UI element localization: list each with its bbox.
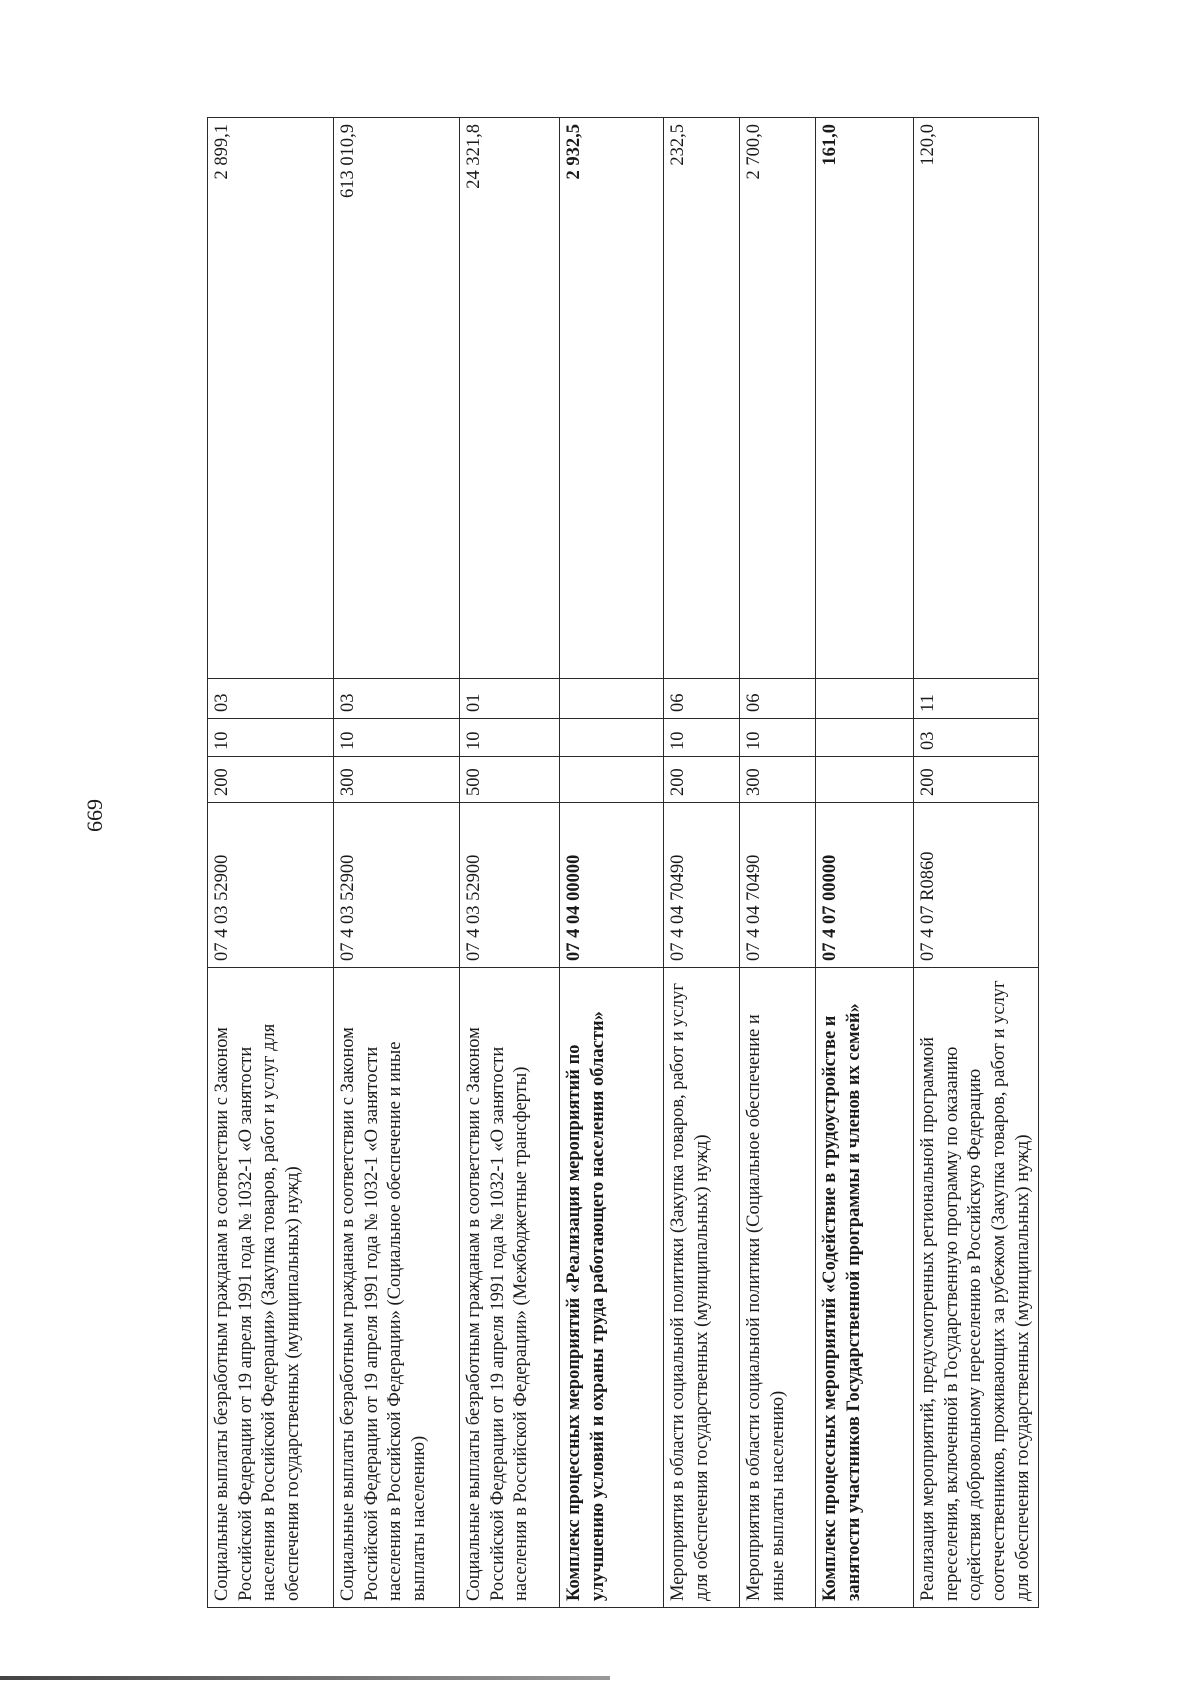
table-row	[334, 118, 460, 1608]
table-row	[740, 118, 816, 1608]
row-name: Социальные выплаты безработным гражданам в соответствии с Законом Российской Федерации от 19 апреля 1991 года № 1032-1 «О занятости населения в Российской Федерации» (Межбюджетные трансферты)	[460, 968, 560, 1608]
row-pr: 03	[208, 679, 334, 719]
row-name: Реализация мероприятий, предусмотренных региональной программой переселения, включенной в Государственную программу по оказанию содействия добровольному переселению в Российскую Федерацию соотечественников, проживающих за рубежом (Закупка товаров, работ и услуг для обеспечения государственных (муниципальных) нужд)	[914, 968, 1039, 1608]
row-rz: 10	[664, 719, 740, 757]
row-sum: 2 932,5	[560, 118, 664, 679]
row-name: Мероприятия в области социальной политики (Социальное обеспечение и иные выплаты населению)	[740, 968, 816, 1608]
row-sum: 24 321,8	[460, 118, 560, 679]
row-sum: 2 899,1	[208, 118, 334, 679]
row-code: 07 4 04 00000	[560, 803, 664, 968]
row-name: Мероприятия в области социальной политики (Закупка товаров, работ и услуг для обеспечения государственных (муниципальных) нужд)	[664, 968, 740, 1608]
row-name: Социальные выплаты безработным гражданам в соответствии с Законом Российской Федерации от 19 апреля 1991 года № 1032-1 «О занятости населения в Российской Федерации» (Закупка товаров, работ и услуг для обеспечения государственных (муниципальных) нужд)	[208, 968, 334, 1608]
table-row	[560, 118, 664, 1608]
row-pr: 11	[914, 679, 1039, 719]
row-vr	[816, 757, 914, 803]
table-row	[816, 118, 914, 1608]
row-sum: 613 010,9	[334, 118, 460, 679]
scan-edge-line	[0, 1676, 610, 1680]
row-sum: 232,5	[664, 118, 740, 679]
row-code: 07 4 04 70490	[740, 803, 816, 968]
row-pr: 01	[460, 679, 560, 719]
rotated-table-container	[207, 118, 1037, 1608]
row-vr: 300	[740, 757, 816, 803]
row-vr: 200	[664, 757, 740, 803]
row-code: 07 4 03 52900	[460, 803, 560, 968]
row-rz: 03	[914, 719, 1039, 757]
row-pr	[560, 679, 664, 719]
row-vr: 200	[914, 757, 1039, 803]
row-rz: 10	[334, 719, 460, 757]
row-vr	[560, 757, 664, 803]
row-sum: 120,0	[914, 118, 1039, 679]
row-pr: 03	[334, 679, 460, 719]
row-rz: 10	[208, 719, 334, 757]
table-row	[460, 118, 560, 1608]
row-rz: 10	[460, 719, 560, 757]
row-rz	[816, 719, 914, 757]
row-name: Социальные выплаты безработным гражданам в соответствии с Законом Российской Федерации от 19 апреля 1991 года № 1032-1 «О занятости населения в Российской Федерации» (Социальное обеспечение и иные выплаты населению)	[334, 968, 460, 1608]
row-sum: 2 700,0	[740, 118, 816, 679]
row-vr: 200	[208, 757, 334, 803]
row-rz	[560, 719, 664, 757]
row-code: 07 4 07 00000	[816, 803, 914, 968]
row-vr: 300	[334, 757, 460, 803]
row-code: 07 4 03 52900	[208, 803, 334, 968]
row-pr: 06	[664, 679, 740, 719]
row-code: 07 4 07 R0860	[914, 803, 1039, 968]
row-sum: 161,0	[816, 118, 914, 679]
table-row	[664, 118, 740, 1608]
row-pr: 06	[740, 679, 816, 719]
row-rz: 10	[740, 719, 816, 757]
row-name: Комплекс процессных мероприятий «Содействие в трудоустройстве и занятости участников Государственной программы и членов их семей»	[816, 968, 914, 1608]
page-number: 669	[82, 799, 107, 832]
row-vr: 500	[460, 757, 560, 803]
row-name: Комплекс процессных мероприятий «Реализация мероприятий по улучшению условий и охраны труда работающего населения области»	[560, 968, 664, 1608]
row-pr	[816, 679, 914, 719]
table-row	[208, 118, 334, 1608]
table-row	[914, 118, 1039, 1608]
row-code: 07 4 04 70490	[664, 803, 740, 968]
row-code: 07 4 03 52900	[334, 803, 460, 968]
budget-table	[207, 117, 1039, 1608]
